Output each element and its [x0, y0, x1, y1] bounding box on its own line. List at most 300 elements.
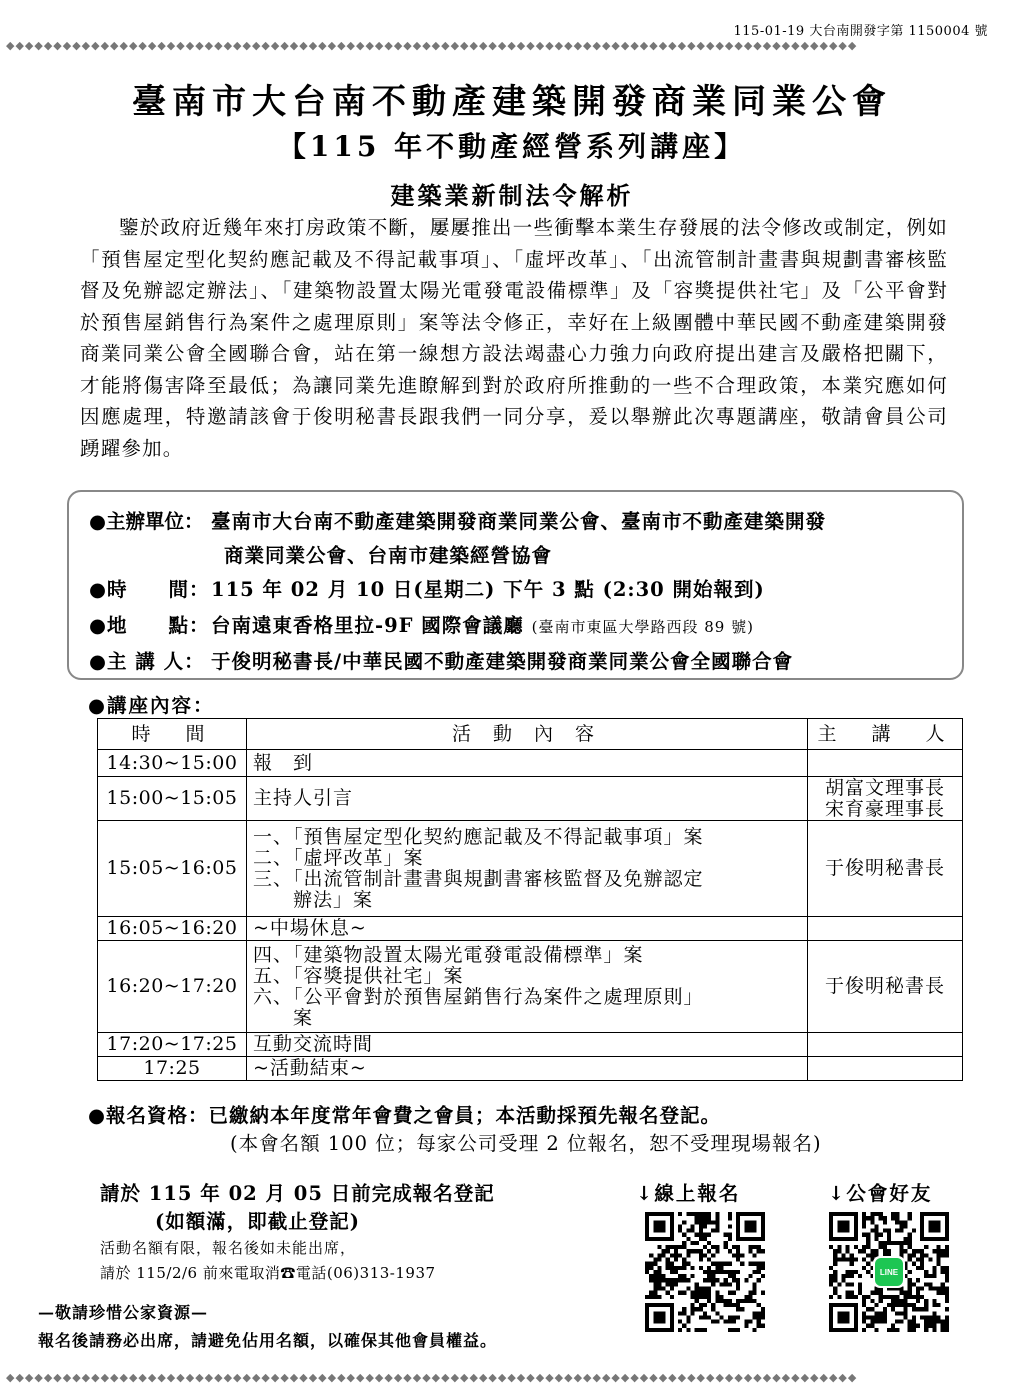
- qr-module: [858, 1286, 862, 1290]
- qr-module: [837, 1282, 841, 1286]
- qr-module: [682, 1278, 686, 1282]
- qr-module: [903, 1299, 907, 1303]
- save-resources-note: —敬請珍惜公家資源—: [38, 1303, 209, 1322]
- qr-module: [875, 1315, 879, 1319]
- online-registration-qr-code[interactable]: [645, 1212, 765, 1332]
- qr-module: [932, 1266, 936, 1270]
- qr-module: [740, 1253, 744, 1257]
- qr-module: [728, 1233, 732, 1237]
- qr-module: [945, 1295, 949, 1299]
- qr-module: [744, 1295, 748, 1299]
- qr-module: [744, 1324, 748, 1328]
- qr-module: [719, 1270, 723, 1274]
- qr-module: [691, 1291, 695, 1295]
- qr-module: [691, 1266, 695, 1270]
- qr-module: [941, 1253, 945, 1257]
- decorative-border-top: ◆◆◆◆◆◆◆◆◆◆◆◆◆◆◆◆◆◆◆◆◆◆◆◆◆◆◆◆◆◆◆◆◆◆◆◆◆◆◆◆◆◆◆◆◆◆◆◆◆◆◆◆◆◆◆◆◆◆◆◆◆◆◆◆◆◆◆◆◆◆◆◆◆◆◆◆◆◆◆◆◆◆◆◆◆◆◆◆◆◆: [6, 40, 858, 52]
- qr-module: [699, 1249, 703, 1253]
- qr-module: [736, 1253, 740, 1257]
- qr-module: [899, 1311, 903, 1315]
- qr-module: [732, 1278, 736, 1282]
- qr-module: [662, 1249, 666, 1253]
- qr-module: [682, 1266, 686, 1270]
- qr-module: [670, 1262, 674, 1266]
- qr-module: [711, 1229, 715, 1233]
- qr-module: [719, 1315, 723, 1319]
- qr-module: [662, 1286, 666, 1290]
- qr-module: [891, 1324, 895, 1328]
- qr-module: [753, 1282, 757, 1286]
- registration-qualification: ●報名資格：已繳納本年度常年會費之會員；本活動採預先報名登記。: [88, 1104, 722, 1127]
- qr-module: [699, 1286, 703, 1290]
- qr-module: [678, 1274, 682, 1278]
- qr-module: [703, 1212, 707, 1216]
- qr-module: [829, 1266, 833, 1270]
- place-address: (臺南市東區大學路西段 89 號): [531, 618, 754, 636]
- qr-module: [761, 1249, 765, 1253]
- qr-module: [841, 1278, 845, 1282]
- qr-module: [682, 1311, 686, 1315]
- qr-module: [666, 1245, 670, 1249]
- qr-module: [920, 1266, 924, 1270]
- qr-module: [703, 1237, 707, 1241]
- qr-module: [703, 1311, 707, 1315]
- header-activity: 活 動 內 容: [247, 719, 808, 750]
- qr-module: [757, 1324, 761, 1328]
- qr-module: [945, 1320, 949, 1324]
- qr-module: [686, 1286, 690, 1290]
- qr-module: [887, 1233, 891, 1237]
- speaker-value: 于俊明秘書長/中華民國不動產建築開發商業同業公會全國聯合會: [211, 650, 794, 673]
- qr-module: [757, 1262, 761, 1266]
- qr-module: [862, 1295, 866, 1299]
- qr-module: [924, 1253, 928, 1257]
- qr-module: [941, 1270, 945, 1274]
- qr-module: [699, 1266, 703, 1270]
- qr-module: [715, 1266, 719, 1270]
- qr-module: [945, 1315, 949, 1319]
- qr-module: [732, 1315, 736, 1319]
- line-logo-frame: [873, 1256, 905, 1288]
- qr-module: [674, 1270, 678, 1274]
- qr-module: [846, 1270, 850, 1274]
- activity-line: 報 到: [253, 751, 314, 774]
- registration-deadline-note: (如額滿，即截止登記): [155, 1210, 360, 1233]
- registration-quota-note: (本會名額 100 位；每家公司受理 2 位報名，恕不受理現場報名): [230, 1132, 822, 1155]
- qr-module: [744, 1320, 748, 1324]
- qr-module: [912, 1249, 916, 1253]
- qr-module: [711, 1282, 715, 1286]
- qr-module: [653, 1291, 657, 1295]
- qr-module: [670, 1266, 674, 1270]
- qr-module: [657, 1258, 661, 1262]
- qr-module: [854, 1245, 858, 1249]
- qr-module: [924, 1320, 928, 1324]
- qr-module: [908, 1278, 912, 1282]
- qr-module: [699, 1229, 703, 1233]
- qr-module: [937, 1262, 941, 1266]
- qr-module: [895, 1299, 899, 1303]
- row-speaker: 胡富文理事長 宋育豪理事長: [808, 777, 963, 821]
- qr-module: [895, 1220, 899, 1224]
- qr-module: [833, 1249, 837, 1253]
- qr-module: [879, 1241, 883, 1245]
- qr-module: [879, 1320, 883, 1324]
- qr-module: [829, 1245, 833, 1249]
- qr-module: [875, 1233, 879, 1237]
- qr-module: [703, 1245, 707, 1249]
- qr-module: [850, 1274, 854, 1278]
- qr-module: [761, 1274, 765, 1278]
- qr-module: [937, 1258, 941, 1262]
- qr-module: [833, 1286, 837, 1290]
- row-time: 15:00~15:05: [98, 777, 247, 821]
- qr-module: [761, 1324, 765, 1328]
- qr-module: [691, 1307, 695, 1311]
- qr-module: [928, 1274, 932, 1278]
- row-speaker: 于俊明秘書長: [808, 941, 963, 1033]
- qr-module: [924, 1282, 928, 1286]
- qr-module: [657, 1266, 661, 1270]
- qr-module: [732, 1274, 736, 1278]
- qr-module: [695, 1249, 699, 1253]
- qr-module: [924, 1303, 928, 1307]
- qr-module: [858, 1274, 862, 1278]
- qr-module: [707, 1241, 711, 1245]
- qr-module: [682, 1220, 686, 1224]
- qr-module: [695, 1241, 699, 1245]
- qr-module: [879, 1299, 883, 1303]
- qr-module: [833, 1258, 837, 1262]
- qr-finder-module: [744, 1220, 756, 1232]
- qr-module: [920, 1253, 924, 1257]
- activity-line: 主持人引言: [253, 787, 354, 809]
- qr-module: [899, 1224, 903, 1228]
- qr-module: [895, 1229, 899, 1233]
- qr-module: [928, 1315, 932, 1319]
- qr-module: [937, 1286, 941, 1290]
- qr-module: [728, 1328, 732, 1332]
- qr-module: [875, 1320, 879, 1324]
- qr-module: [945, 1328, 949, 1332]
- qr-module: [728, 1212, 732, 1216]
- qr-module: [686, 1253, 690, 1257]
- qr-module: [908, 1212, 912, 1216]
- qr-module: [916, 1299, 920, 1303]
- qr-module: [846, 1282, 850, 1286]
- qr-module: [748, 1291, 752, 1295]
- qr-module: [833, 1278, 837, 1282]
- qr-module: [649, 1291, 653, 1295]
- qr-module: [703, 1286, 707, 1290]
- schedule-section-label: ●講座內容：: [88, 694, 215, 717]
- qr-module: [891, 1307, 895, 1311]
- qr-module: [711, 1253, 715, 1257]
- qr-module: [757, 1249, 761, 1253]
- qr-module: [649, 1262, 653, 1266]
- qr-module: [912, 1324, 916, 1328]
- qr-module: [908, 1282, 912, 1286]
- qr-module: [870, 1315, 874, 1319]
- qr-module: [891, 1328, 895, 1332]
- qr-module: [724, 1303, 728, 1307]
- qr-module: [891, 1303, 895, 1307]
- qr-module: [928, 1286, 932, 1290]
- line-friend-qr-wrapper[interactable]: [829, 1212, 949, 1332]
- qr-module: [761, 1291, 765, 1295]
- qr-module: [757, 1315, 761, 1319]
- qr-module: [703, 1328, 707, 1332]
- qr-module: [736, 1282, 740, 1286]
- row-speaker: [808, 750, 963, 777]
- cancel-note-line2: 請於 115/2/6 前來電取消☎電話(06)313-1937: [100, 1264, 436, 1282]
- qr-module: [761, 1266, 765, 1270]
- qr-module: [699, 1220, 703, 1224]
- qr-module: [707, 1315, 711, 1319]
- qr-module: [653, 1274, 657, 1278]
- qr-module: [870, 1320, 874, 1324]
- qr-module: [728, 1274, 732, 1278]
- row-speaker: 于俊明秘書長: [808, 821, 963, 917]
- activity-line: ~活動結束~: [253, 1057, 367, 1079]
- qr-module: [670, 1253, 674, 1257]
- qr-module: [858, 1282, 862, 1286]
- qr-module: [945, 1299, 949, 1303]
- qr-module: [707, 1286, 711, 1290]
- table-row: [98, 1057, 963, 1081]
- qr-module: [891, 1299, 895, 1303]
- qr-module: [670, 1282, 674, 1286]
- qr-module: [841, 1253, 845, 1257]
- qr-module: [883, 1216, 887, 1220]
- qr-module: [736, 1270, 740, 1274]
- qr-module: [866, 1241, 870, 1245]
- qr-module: [858, 1249, 862, 1253]
- qr-module: [862, 1303, 866, 1307]
- qr-module: [862, 1249, 866, 1253]
- qr-module: [711, 1320, 715, 1324]
- row-activity: [247, 777, 808, 821]
- qr-module: [732, 1303, 736, 1307]
- qr-module: [883, 1229, 887, 1233]
- qr-module: [724, 1320, 728, 1324]
- qr-module: [846, 1249, 850, 1253]
- qr-module: [695, 1286, 699, 1290]
- qr-module: [649, 1295, 653, 1299]
- qr-module: [757, 1278, 761, 1282]
- qr-module: [736, 1328, 740, 1332]
- qr-module: [945, 1270, 949, 1274]
- qr-module: [703, 1291, 707, 1295]
- qr-module: [653, 1262, 657, 1266]
- qr-module: [715, 1220, 719, 1224]
- qr-module: [920, 1307, 924, 1311]
- qr-module: [924, 1307, 928, 1311]
- qr-module: [653, 1286, 657, 1290]
- qr-module: [850, 1295, 854, 1299]
- qr-module: [724, 1299, 728, 1303]
- speaker-row: [89, 646, 793, 674]
- qr-module: [703, 1295, 707, 1299]
- document-number: 115-01-19 大台南開發字第 1150004 號: [733, 24, 988, 39]
- page-title: 臺南市大台南不動產建築開發商業同業公會: [132, 82, 892, 122]
- qr-module: [862, 1212, 866, 1216]
- qr-module: [699, 1295, 703, 1299]
- decorative-border-bottom: ◆◆◆◆◆◆◆◆◆◆◆◆◆◆◆◆◆◆◆◆◆◆◆◆◆◆◆◆◆◆◆◆◆◆◆◆◆◆◆◆◆◆◆◆◆◆◆◆◆◆◆◆◆◆◆◆◆◆◆◆◆◆◆◆◆◆◆◆◆◆◆◆◆◆◆◆◆◆◆◆◆◆◆◆◆◆◆◆◆◆: [6, 1372, 858, 1384]
- qr-module: [945, 1245, 949, 1249]
- qr-module: [715, 1249, 719, 1253]
- qr-finder-module: [653, 1220, 665, 1232]
- qr-module: [866, 1295, 870, 1299]
- qr-module: [866, 1324, 870, 1328]
- activity-line: 互動交流時間: [253, 1033, 374, 1055]
- qr-module: [682, 1233, 686, 1237]
- qr-module: [833, 1262, 837, 1266]
- qr-module: [862, 1311, 866, 1315]
- qr-module: [829, 1274, 833, 1278]
- qr-module: [657, 1278, 661, 1282]
- qr-module: [686, 1249, 690, 1253]
- qr-module: [761, 1262, 765, 1266]
- qr-module: [829, 1282, 833, 1286]
- qr-module: [715, 1295, 719, 1299]
- qr-module: [862, 1258, 866, 1262]
- qr-module: [691, 1295, 695, 1299]
- qr-module: [870, 1220, 874, 1224]
- qr-module: [879, 1291, 883, 1295]
- row-activity: [247, 917, 808, 941]
- activity-line: 辦法」案: [253, 888, 374, 911]
- qr-module: [728, 1303, 732, 1307]
- qr-module: [711, 1270, 715, 1274]
- qr-module: [699, 1291, 703, 1295]
- qr-module: [879, 1212, 883, 1216]
- qr-module: [748, 1320, 752, 1324]
- qr-module: [866, 1307, 870, 1311]
- qr-module: [850, 1291, 854, 1295]
- qr-module: [753, 1262, 757, 1266]
- qr-module: [711, 1262, 715, 1266]
- qr-module: [870, 1291, 874, 1295]
- qr-module: [916, 1295, 920, 1299]
- qr-module: [678, 1253, 682, 1257]
- qr-finder-module: [837, 1311, 849, 1323]
- qr-module: [757, 1266, 761, 1270]
- schedule-table: [97, 718, 963, 1081]
- qr-module: [691, 1311, 695, 1315]
- qr-module: [941, 1291, 945, 1295]
- qr-module: [686, 1320, 690, 1324]
- activity-line: 四、「建築物設置太陽光電發電設備標準」案: [253, 943, 644, 966]
- qr-module: [862, 1233, 866, 1237]
- qr-module: [945, 1266, 949, 1270]
- qr-module: [740, 1299, 744, 1303]
- qr-module: [761, 1315, 765, 1319]
- qr-module: [653, 1295, 657, 1299]
- qr-module: [657, 1295, 661, 1299]
- qr-module: [719, 1262, 723, 1266]
- activity-line: 一、「預售屋定型化契約應記載及不得記載事項」案: [253, 825, 704, 848]
- qr-module: [645, 1262, 649, 1266]
- qr-module: [728, 1237, 732, 1241]
- qr-module: [895, 1241, 899, 1245]
- qr-module: [920, 1249, 924, 1253]
- qr-module: [850, 1262, 854, 1266]
- row-activity: [247, 821, 808, 917]
- qr-module: [924, 1274, 928, 1278]
- qr-module: [682, 1258, 686, 1262]
- qr-module: [916, 1266, 920, 1270]
- table-row: [98, 777, 963, 821]
- qr-module: [875, 1212, 879, 1216]
- qr-module: [945, 1253, 949, 1257]
- qr-module: [703, 1278, 707, 1282]
- activity-line: 六、「公平會對於預售屋銷售行為案件之處理原則」: [253, 985, 704, 1008]
- qr-module: [899, 1303, 903, 1307]
- qr-module: [945, 1324, 949, 1328]
- qr-module: [649, 1278, 653, 1282]
- qr-module: [941, 1286, 945, 1290]
- qr-module: [678, 1278, 682, 1282]
- qr-module: [887, 1295, 891, 1299]
- qr-module: [699, 1237, 703, 1241]
- qr-module: [678, 1212, 682, 1216]
- qr-module: [699, 1224, 703, 1228]
- qr-module: [858, 1291, 862, 1295]
- qr-module: [932, 1328, 936, 1332]
- qr-module: [682, 1307, 686, 1311]
- qr-module: [757, 1303, 761, 1307]
- qr-module: [736, 1286, 740, 1290]
- qr-module: [875, 1311, 879, 1315]
- qr-module: [703, 1233, 707, 1237]
- qr-module: [711, 1278, 715, 1282]
- qr-module: [748, 1245, 752, 1249]
- qr-module: [866, 1262, 870, 1266]
- qr-module: [945, 1286, 949, 1290]
- qr-module: [920, 1295, 924, 1299]
- qr-module: [695, 1299, 699, 1303]
- qr-module: [850, 1253, 854, 1257]
- qr-module: [837, 1245, 841, 1249]
- qr-module: [732, 1328, 736, 1332]
- qr-module: [879, 1233, 883, 1237]
- qr-module: [932, 1270, 936, 1274]
- qr-module: [850, 1282, 854, 1286]
- qr-module: [937, 1303, 941, 1307]
- qr-module: [715, 1299, 719, 1303]
- qr-module: [736, 1278, 740, 1282]
- qr-module: [736, 1303, 740, 1307]
- qr-module: [678, 1245, 682, 1249]
- qr-module: [883, 1249, 887, 1253]
- qr-module: [883, 1220, 887, 1224]
- qr-module: [908, 1233, 912, 1237]
- qr-module: [657, 1245, 661, 1249]
- qr-module: [707, 1274, 711, 1278]
- qr-module: [883, 1241, 887, 1245]
- qr-module: [649, 1266, 653, 1270]
- qr-module: [912, 1320, 916, 1324]
- lecture-topic: 建築業新制法令解析: [390, 181, 634, 210]
- qr-module: [895, 1303, 899, 1307]
- qr-module: [866, 1237, 870, 1241]
- qr-module: [887, 1241, 891, 1245]
- row-activity: [247, 1033, 808, 1057]
- qr-module: [908, 1216, 912, 1220]
- activity-line: ~中場休息~: [253, 917, 367, 939]
- qr-module: [924, 1328, 928, 1332]
